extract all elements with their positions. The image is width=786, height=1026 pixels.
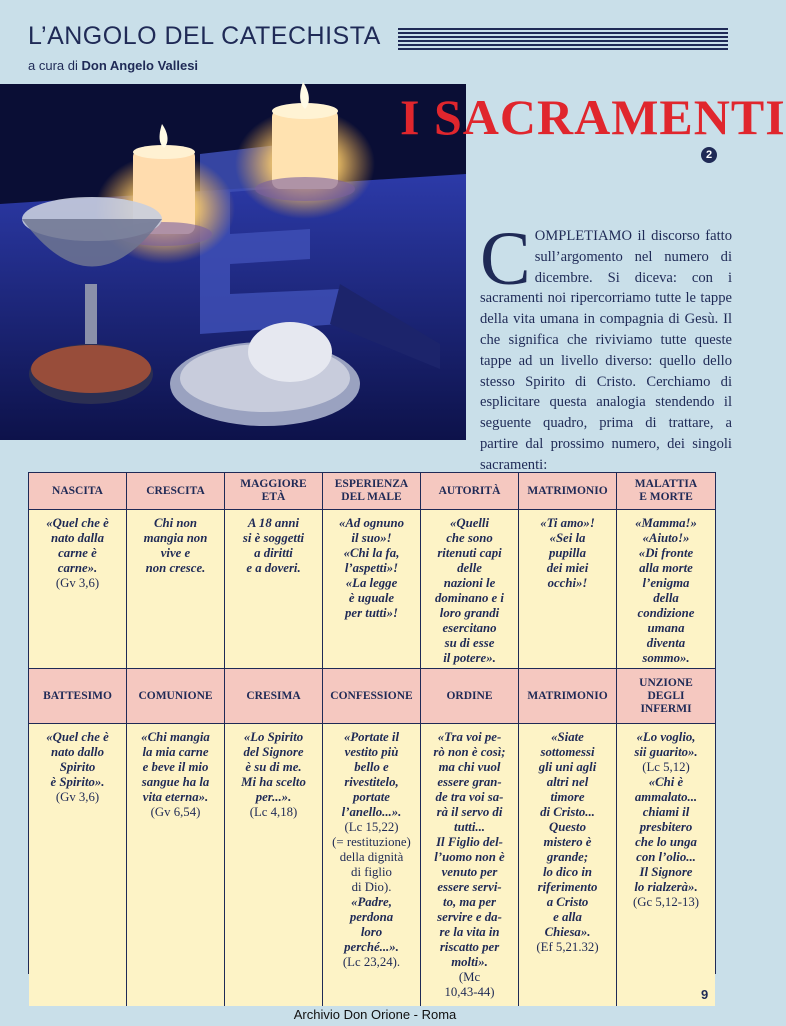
header-cell-autorita: AUTORITÀ: [421, 473, 519, 510]
archive-footer: Archivio Don Orione - Roma: [293, 1007, 457, 1022]
cell-quote: «Quel che è nato dallo Spirito è Spirito».: [46, 730, 109, 789]
article-title: I SACRAMENTI: [400, 89, 786, 145]
header-cell-ordine: ORDINE: [421, 669, 519, 724]
cell-quote: «Portate il vestito più bello e rivestitelo, portate l’anello...».: [341, 730, 402, 819]
life-cell: [323, 510, 421, 669]
sacrament-cell: [225, 724, 323, 1006]
header-cell-malattia-morte: MALATTIA E MORTE: [617, 473, 715, 510]
cell-reference: (Lc 4,18): [249, 805, 298, 819]
sacrament-cell: [127, 724, 225, 1006]
header-cell-unzione-infermi: UNZIONE DEGLI INFERMI: [617, 669, 715, 724]
life-cell: [127, 510, 225, 669]
cell-reference: (Lc 15,22) (= restituzione) della dignità di figlio di Dio).: [332, 820, 411, 894]
cell-quote: «Siate sottomessi gli uni agli altri nel timore di Cristo... Questo mistero è grande; lo dico in riferimento a Cristo e alla Chiesa».: [537, 730, 598, 939]
cell-reference-2: (Lc 23,24).: [342, 955, 401, 969]
intro-paragraph: [480, 217, 732, 476]
cell-quote: «Mamma!» «Aiuto!» «Di fronte alla morte l’enigma della condizione umana diventa sommo».: [635, 516, 697, 665]
cell-quote: A 18 anni si è soggetti a diritti e a doveri.: [242, 516, 305, 575]
header-rule-lines: [398, 28, 728, 50]
header-cell-matrimonio: MATRIMONIO: [519, 473, 617, 510]
life-cell: [29, 510, 127, 669]
header-cell-matrimonio-sacramento: MATRIMONIO: [519, 669, 617, 724]
sacraments-table: [28, 472, 716, 999]
cell-reference: (Ef 5,21.32): [536, 940, 599, 954]
header-cell-cresima: CRESIMA: [225, 669, 323, 724]
part-number-badge: 2: [701, 147, 717, 163]
cell-quote: «Ti amo»! «Sei la pupilla dei miei occhi»!: [540, 516, 595, 590]
intro-text: OMPLETIAMO il discorso fatto sull’argomento nel numero di dicembre. Si diceva: con i sacramenti noi ripercorriamo tutte le tappe della vita umana in compagnia di Gesù. Il che significa che riviviamo tutte queste tappe ad un livello diverso: quello dello stesso Spirito di Cristo. Cerchiamo di esplicitare questa analogia stendendo il seguente quadro, prima di trattare, a partire dal prossimo numero, dei singoli sacramenti:: [480, 228, 732, 473]
byline-prefix: a cura di: [28, 58, 78, 73]
cell-reference: (Gv 3,6): [55, 576, 100, 590]
cell-quote-2: «Padre, perdona loro perché...».: [344, 895, 399, 954]
cell-quote: Chi non mangia non vive e non cresce.: [143, 516, 208, 575]
header-cell-esperienza-male: ESPERIENZA DEL MALE: [323, 473, 421, 510]
life-cell: [225, 510, 323, 669]
byline-author: Don Angelo Vallesi: [81, 58, 199, 73]
candles-illustration: [0, 84, 466, 440]
life-cell: [519, 510, 617, 669]
header-cell-maggiore-eta: MAGGIORE ETÀ: [225, 473, 323, 510]
cell-quote: «Chi mangia la mia carne e beve il mio sangue ha la vita eterna».: [141, 730, 210, 804]
sacrament-cell: [29, 724, 127, 1006]
cell-quote: «Tra voi pe- rò non è così; ma chi vuol essere gran- de tra voi sa- rà il servo di tutti... Il Figlio del- l’uomo non è venuto per essere servi- to, ma per servire e da- re la vita in riscatto per molti».: [433, 730, 506, 969]
cell-reference: (Gv 6,54): [150, 805, 201, 819]
cell-reference: (Mc 10,43-44): [444, 970, 495, 999]
sacrament-cell: [519, 724, 617, 1006]
section-title: L’ANGOLO DEL CATECHISTA: [28, 22, 381, 50]
cell-quote: «Ad ognuno il suo»! «Chi la fa, l’aspetti»! «La legge è uguale per tutti»!: [338, 516, 405, 620]
sacraments-grid: [29, 473, 715, 999]
cell-reference: (Gv 3,6): [55, 790, 100, 804]
life-cell: [421, 510, 519, 669]
sacrament-cell: [323, 724, 421, 1006]
sacrament-cell: [617, 724, 715, 1006]
header-cell-crescita: CRESCITA: [127, 473, 225, 510]
header-cell-nascita: NASCITA: [29, 473, 127, 510]
cell-quote: «Lo Spirito del Signore è su di me. Mi ha scelto per...».: [241, 730, 306, 804]
sacrament-cell: [421, 724, 519, 1006]
life-cell: [617, 510, 715, 669]
page-number: 9: [701, 987, 709, 1002]
candles-photo: [0, 84, 466, 440]
cell-quote-2: «Chi è ammalato... chiami il presbitero che lo unga con l’olio... Il Signore lo rialzerà».: [634, 775, 698, 894]
section-byline: [28, 58, 198, 73]
header-cell-battesimo: BATTESIMO: [29, 669, 127, 724]
drop-cap: C: [480, 217, 531, 301]
header-cell-comunione: COMUNIONE: [127, 669, 225, 724]
cell-quote: «Quel che è nato dalla carne è carne».: [46, 516, 109, 575]
cell-reference: (Lc 5,12): [642, 760, 690, 774]
cell-quote: «Lo voglio, sii guarito».: [634, 730, 698, 759]
cell-reference-2: (Gc 5,12-13): [632, 895, 700, 909]
cell-quote: «Quelli che sono ritenuti capi delle nazioni le dominano e i loro grandi esercitano su di esse il potere».: [435, 516, 504, 665]
header-cell-confessione: CONFESSIONE: [323, 669, 421, 724]
